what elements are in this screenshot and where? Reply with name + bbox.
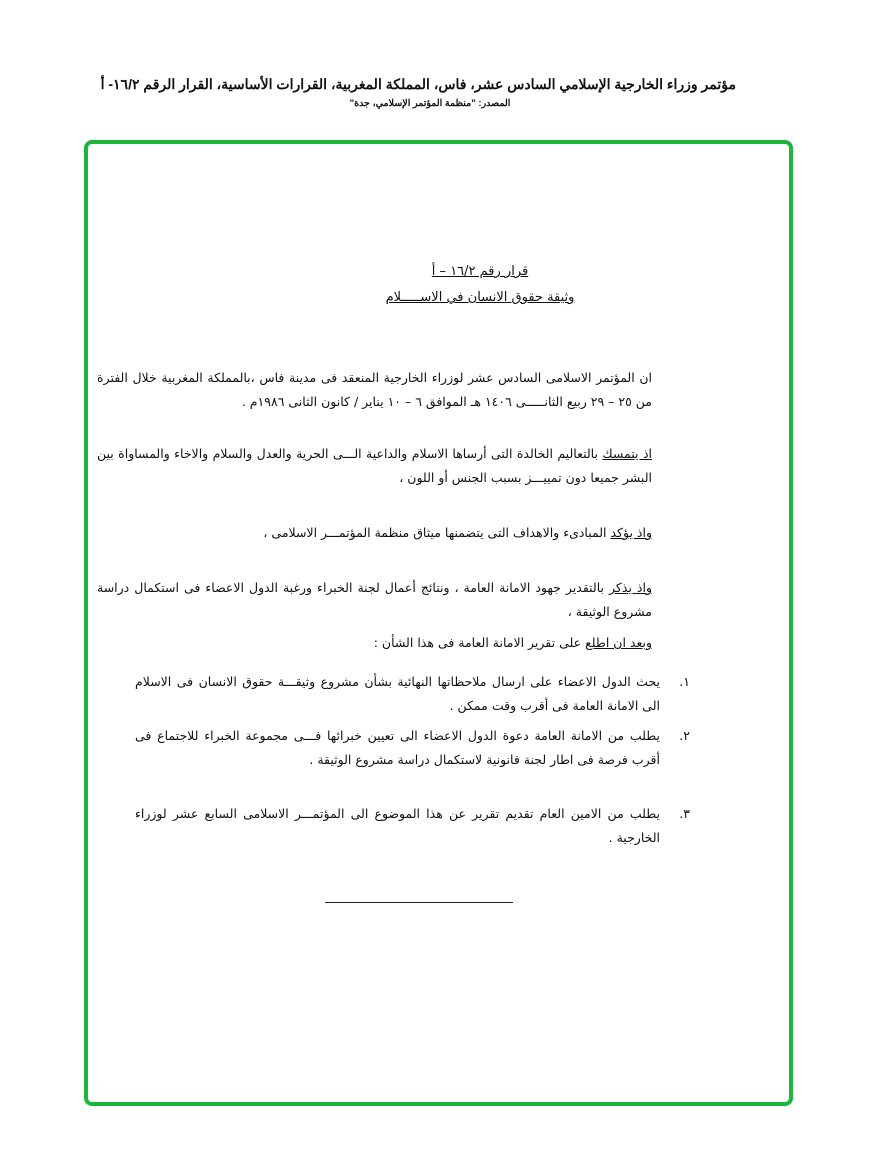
- item-number: ١.: [679, 674, 690, 689]
- preamble-text: بالتعاليم الخالدة التى أرساها الاسلام والداعية الـــى الحرية والعدل والسلام والاخاء والمساواة بين البشر جميعا دون تمييـــز بسبب الجنس أو اللون ،: [97, 446, 652, 485]
- source-header-title: مؤتمر وزراء الخارجية الإسلامي السادس عشر، فاس، المملكة المغربية، القرارات الأساسية، القرار الرقم ١٦/٢- أ: [100, 76, 736, 92]
- resolution-subtitle: [300, 290, 660, 305]
- preamble-paragraph: [97, 521, 690, 545]
- item-number: ٣.: [679, 806, 690, 821]
- preamble-lead: اذ يتمسك: [602, 446, 652, 461]
- operative-item: [135, 670, 690, 718]
- operative-item: [135, 802, 690, 850]
- preamble-paragraph: [97, 442, 690, 490]
- preamble-paragraph: [97, 631, 690, 655]
- resolution-subtitle-text: وثيقة حقوق الانسان في الاســـــلام: [385, 290, 575, 305]
- resolution-title-text: قرار رقم ١٦/٢ – أ: [431, 264, 529, 279]
- source-header-note: المصدر: "منظمة المؤتمر الإسلامي، جدة": [349, 98, 511, 109]
- closing-divider: [325, 902, 513, 903]
- preamble-text: المبادىء والاهداف التى يتضمنها ميثاق منظمة المؤتمـــر الاسلامى ،: [263, 525, 611, 540]
- preamble-text: بالتقدير جهود الامانة العامة ، ونتائج أعمال لجنة الخبراء ورغبة الدول الاعضاء فى استكمال دراسة مشروع الوثيقة ،: [97, 580, 652, 619]
- item-text: يحث الدول الاعضاء على ارسال ملاحظاتها النهائية بشأن مشروع وثيقـــة حقوق الانسان فى الاسلام الى الامانة العامة فى أقرب وقت ممكن .: [135, 674, 660, 713]
- preamble-lead: واذ يذكر: [609, 580, 653, 595]
- operative-item: [135, 724, 690, 772]
- preamble-lead: وبعد ان اطلع: [585, 635, 652, 650]
- intro-paragraph: ان المؤتمر الاسلامى السادس عشر لوزراء الخارجية المنعقد فى مدينة فاس ،بالمملكة المغربية خلال الفترة من ٢٥ – ٢٩ ربيع الثانـــــى ١٤٠٦ هـ الموافق ٦ – ١٠ يناير / كانون الثانى ١٩٨٦م .: [97, 370, 652, 409]
- item-text: يطلب من الامين العام تقديم تقرير عن هذا الموضوع الى المؤتمـــر الاسلامى السابع عشر لوزراء الخارجية .: [135, 806, 660, 845]
- item-number: ٢.: [679, 728, 690, 743]
- resolution-title: [300, 264, 660, 279]
- item-text: يطلب من الامانة العامة دعوة الدول الاعضاء الى تعيين خبرائها فـــى مجموعة الخبراء للاجتماع فى أقرب فرصة فى اطار لجنة قانونية لاستكمال دراسة مشروع الوثيقة .: [135, 728, 660, 767]
- preamble-paragraph: [97, 576, 690, 624]
- preamble-text: على تقرير الامانة العامة فى هذا الشأن :: [373, 635, 586, 650]
- preamble-lead: واذ يؤكد: [610, 525, 652, 540]
